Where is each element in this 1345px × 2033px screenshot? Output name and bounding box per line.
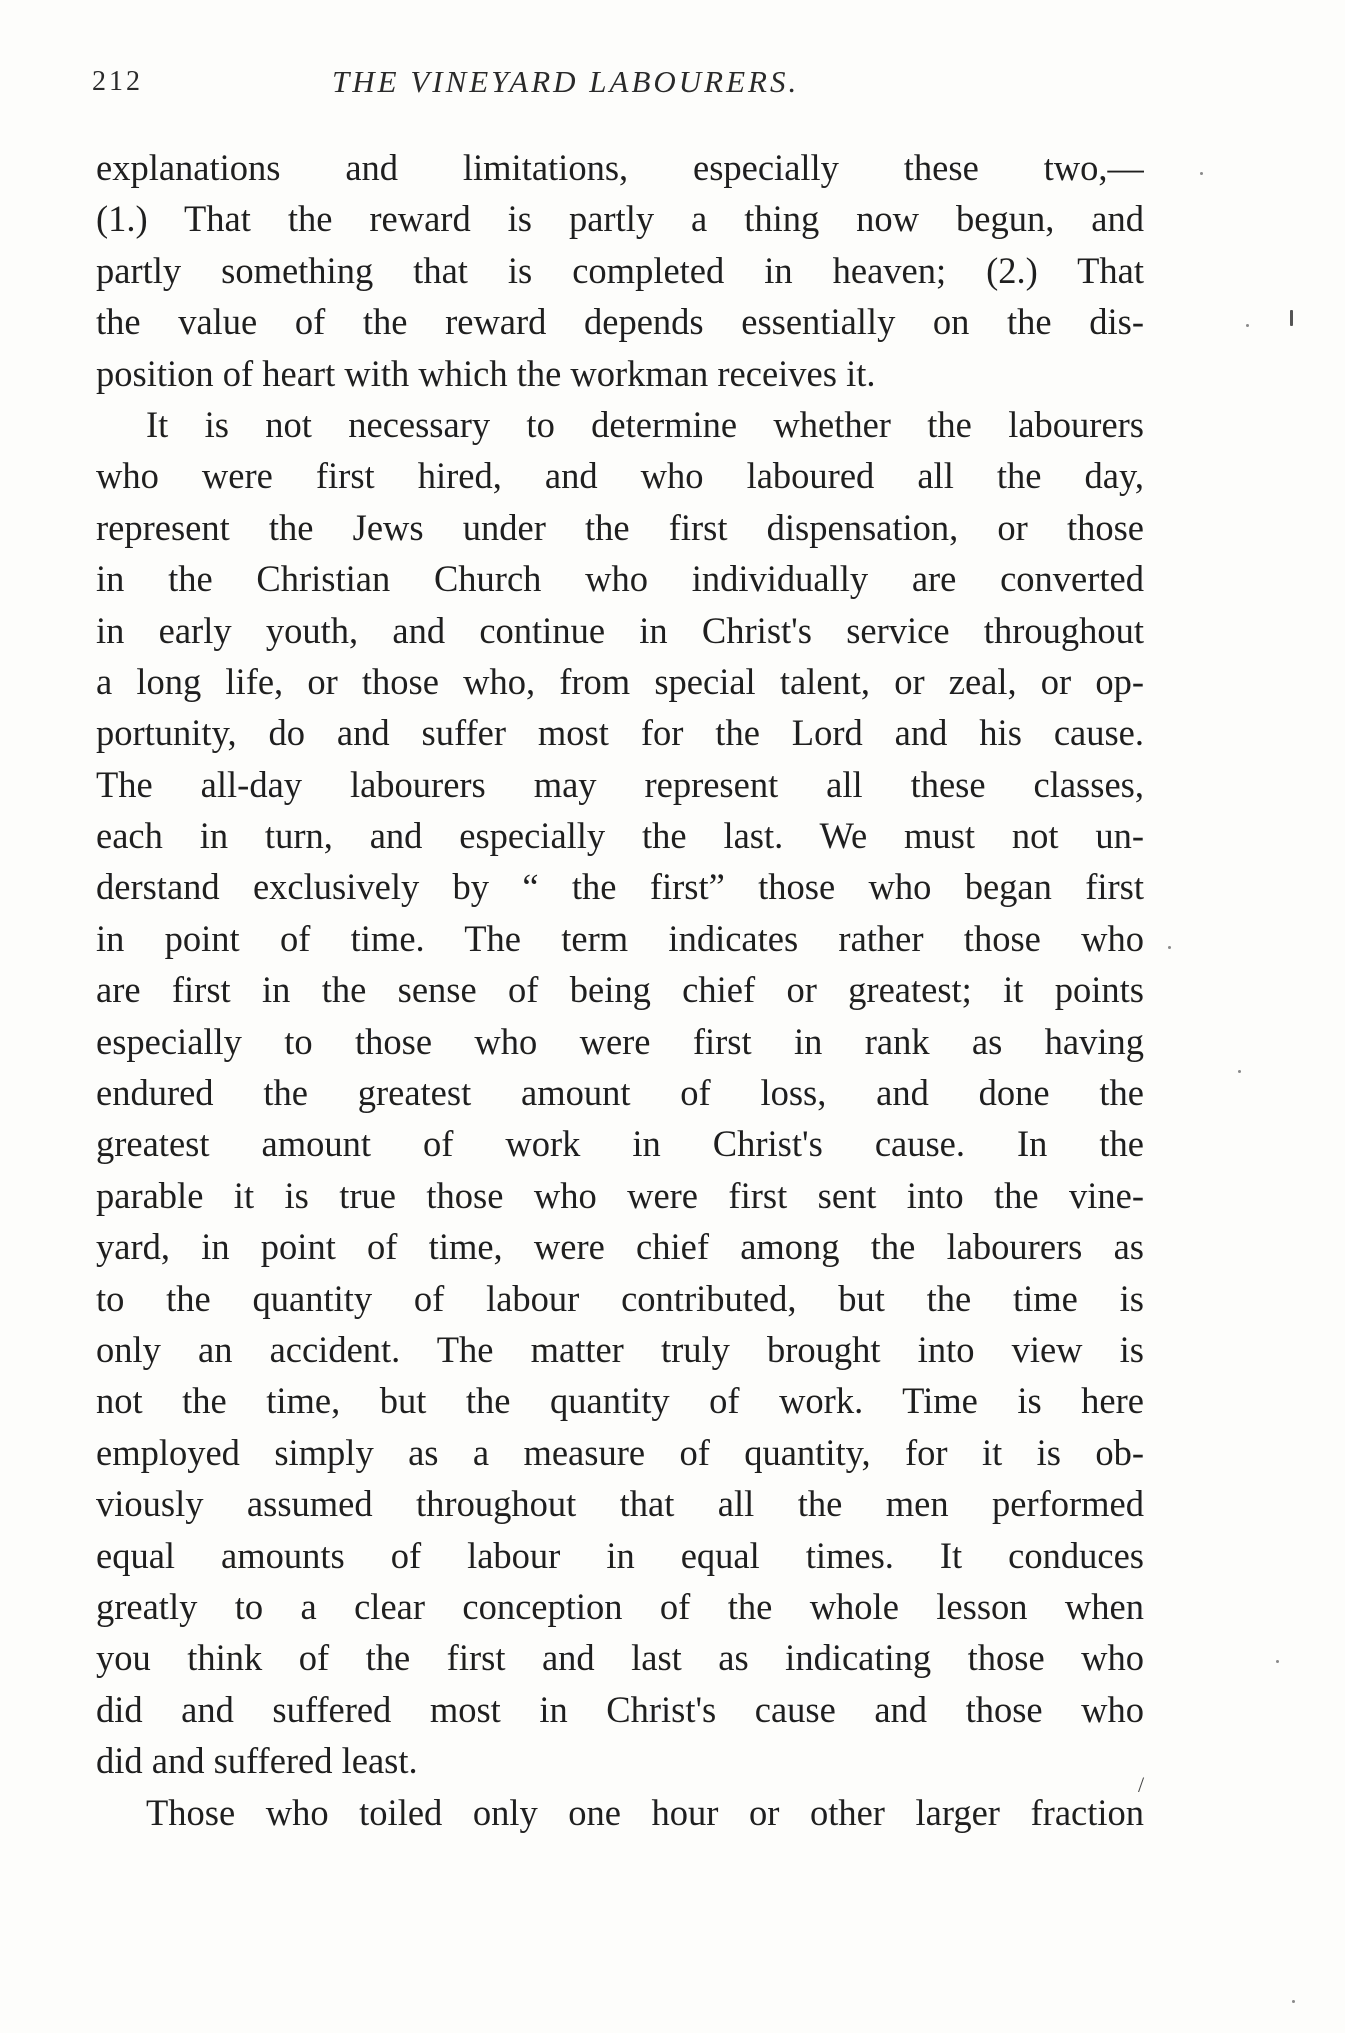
- text-line: not the time, but the quantity of work. Time is here: [96, 1380, 1144, 1422]
- text-line: employed simply as a measure of quantity, for it is ob-: [96, 1431, 1144, 1473]
- text-line: (1.) That the reward is partly a thing now begun, and: [96, 198, 1144, 240]
- text-line: greatest amount of work in Christ's cause. In the: [96, 1123, 1144, 1165]
- margin-speck: [1168, 946, 1171, 949]
- body-text: [96, 142, 1144, 1838]
- margin-speck: [1292, 2000, 1295, 2003]
- page-number: 212: [92, 66, 143, 97]
- margin-speck: [1290, 310, 1293, 326]
- text-line: each in turn, and especially the last. We must not un-: [96, 815, 1144, 857]
- text-line: only an accident. The matter truly brought into view is: [96, 1328, 1144, 1370]
- text-line: endured the greatest amount of loss, and done the: [96, 1072, 1144, 1114]
- text-line: in point of time. The term indicates rather those who: [96, 917, 1144, 959]
- text-line: greatly to a clear conception of the whole lesson when: [96, 1585, 1144, 1627]
- running-head: [92, 66, 1147, 116]
- text-line: did and suffered most in Christ's cause and those who: [96, 1688, 1144, 1730]
- margin-speck: [1200, 172, 1203, 175]
- margin-speck: [1246, 324, 1249, 327]
- text-line: in the Christian Church who individually are converted: [96, 558, 1144, 600]
- margin-speck: [1276, 1660, 1279, 1663]
- text-line: especially to those who were first in rank as having: [96, 1020, 1144, 1062]
- text-line: are first in the sense of being chief or greatest; it points: [96, 969, 1144, 1011]
- text-line: yard, in point of time, were chief among the labourers as: [96, 1226, 1144, 1268]
- text-line: did and suffered least.: [96, 1740, 418, 1782]
- margin-speck: [1238, 1070, 1241, 1073]
- margin-slash-mark: /: [1138, 1772, 1145, 1797]
- text-line: Those who toiled only one hour or other larger fraction: [146, 1791, 1144, 1833]
- paragraph-2: [96, 399, 1144, 1787]
- text-line: position of heart with which the workman receives it.: [96, 352, 876, 394]
- text-line: represent the Jews under the first dispensation, or those: [96, 506, 1144, 548]
- text-line: a long life, or those who, from special talent, or zeal, or op-: [96, 660, 1144, 702]
- text-line: It is not necessary to determine whether the labourers: [146, 403, 1144, 445]
- text-line: The all-day labourers may represent all these classes,: [96, 763, 1144, 805]
- text-line: explanations and limitations, especially these two,—: [96, 147, 1144, 188]
- text-line: you think of the first and last as indicating those who: [96, 1637, 1144, 1679]
- running-head-title: THE VINEYARD LABOURERS.: [332, 64, 800, 99]
- text-line: equal amounts of labour in equal times. It conduces: [96, 1534, 1144, 1576]
- text-line: partly something that is completed in heaven; (2.) That: [96, 249, 1144, 291]
- text-line: derstand exclusively by “ the first” those who began first: [96, 866, 1144, 908]
- text-line: the value of the reward depends essentially on the dis-: [96, 301, 1144, 343]
- text-line: in early youth, and continue in Christ's service throughout: [96, 609, 1144, 651]
- text-line: viously assumed throughout that all the men performed: [96, 1483, 1144, 1525]
- text-line: who were first hired, and who laboured all the day,: [96, 455, 1144, 497]
- text-line: portunity, do and suffer most for the Lord and his cause.: [96, 712, 1144, 754]
- text-line: to the quantity of labour contributed, but the time is: [96, 1277, 1144, 1319]
- paragraph-1: [96, 142, 1144, 399]
- paragraph-3: [96, 1787, 1144, 1838]
- text-line: parable it is true those who were first sent into the vine-: [96, 1174, 1144, 1216]
